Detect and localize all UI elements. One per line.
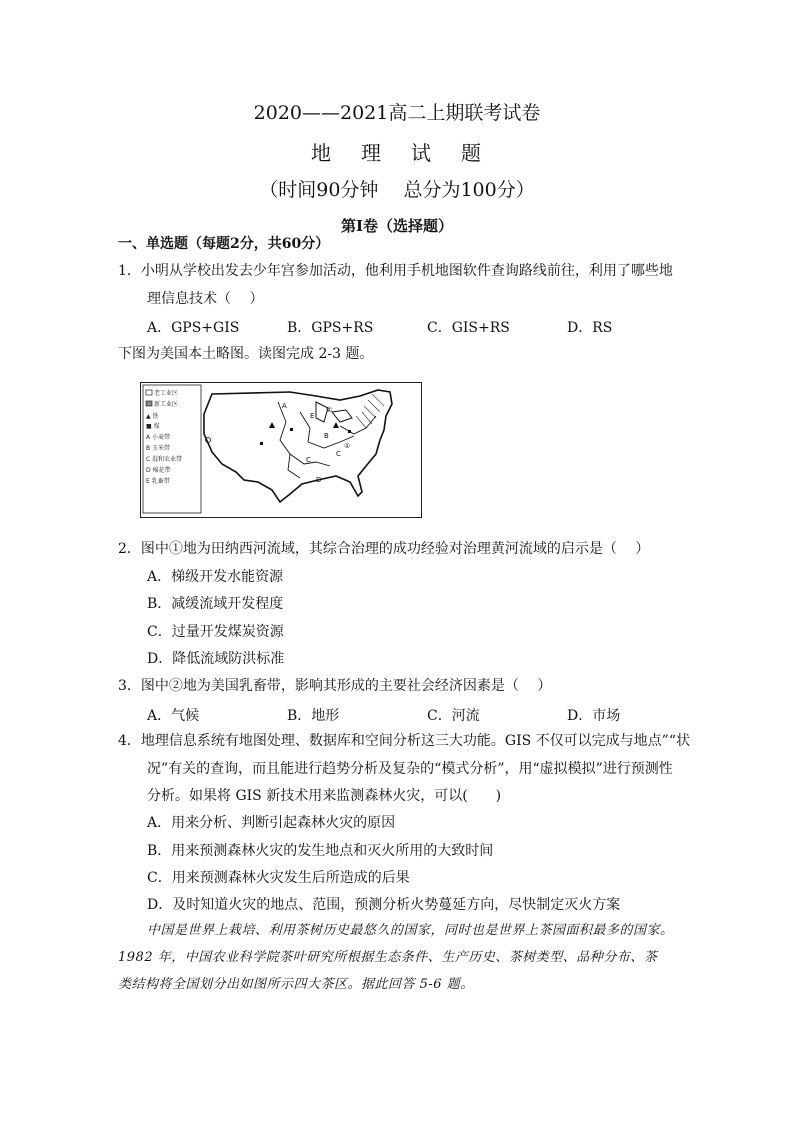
q1-option-b: B．GPS+RS	[287, 320, 374, 336]
legend-cotton: D 棉花带	[146, 467, 171, 474]
usa-map-figure	[140, 382, 422, 518]
q3-option-d: D．市场	[567, 708, 621, 724]
legend-wheat: A 小麦带	[146, 434, 171, 441]
q2-option-d: D．降低流域防洪标准	[147, 651, 285, 667]
part-title: 第Ⅰ卷（选择题）	[340, 217, 454, 235]
q4-option-d: D．及时知道火灾的地点、范围，预测分析火势蔓延方向，尽快制定灭火方案	[147, 897, 621, 913]
marker-2: ②	[326, 406, 333, 414]
region-label-e: E	[310, 412, 315, 420]
question-4-stem-cont1: 况”有关的查询，而且能进行趋势分析及复杂的“模式分析”，用“虚拟模拟”进行预测性	[147, 761, 673, 777]
q3-option-b: B．地形	[287, 708, 340, 724]
q1-option-c: C．GIS+RS	[427, 320, 510, 336]
region-label-c1: C	[306, 456, 311, 464]
region-label-a: A	[282, 402, 287, 410]
q3-option-a: A．气候	[147, 708, 200, 724]
q3-option-c: C．河流	[427, 708, 480, 724]
legend-corn: B 玉米带	[146, 445, 171, 452]
legend-coal: ■ 煤	[146, 423, 160, 430]
question-4-stem: 4．地理信息系统有地图处理、数据库和空间分析这三大功能。GIS 不仅可以完成与地点”“状	[118, 733, 690, 749]
q2-option-c: C．过量开发煤炭资源	[147, 624, 284, 640]
question-1-stem-cont: 理信息技术（ ）	[147, 291, 264, 307]
legend-iron: ▲ 铁	[146, 413, 159, 420]
intro-5-6-line2: 1982 年，中国农业科学院茶叶研究所根据生态条件、生产历史、茶树类型、品种分布、茶	[118, 950, 658, 965]
region-label-d: D	[316, 476, 322, 484]
q4-option-a: A．用来分析、判断引起森林火灾的原因	[147, 815, 396, 831]
legend-new-industry: 新工业区	[154, 401, 179, 408]
intro-5-6-line1: 中国是世界上栽培、利用茶树历史最悠久的国家，同时也是世界上茶园面积最多的国家。	[147, 923, 674, 938]
subject-char: 试	[411, 141, 433, 165]
legend-old-industry: 老工业区	[154, 390, 179, 397]
region-label-b: B	[324, 432, 329, 440]
section-heading: 一、单选题（每题2分，共60分）	[118, 236, 330, 252]
marker-1: ①	[344, 442, 351, 450]
subject-char: 地	[311, 141, 333, 165]
usa-map	[140, 382, 422, 518]
q2-option-b: B．减缓流域开发程度	[147, 596, 284, 612]
intro-2-3: 下图为美国本土略图。读图完成 2-3 题。	[118, 346, 374, 362]
subject-char: 题	[461, 141, 483, 165]
subject-title	[0, 137, 794, 166]
question-3-stem: 3．图中②地为美国乳畜带，影响其形成的主要社会经济因素是（ ）	[118, 678, 552, 694]
region-label-c2: C	[336, 450, 341, 458]
q1-option-a: A．GPS+GIS	[147, 320, 240, 336]
legend-dairy: E 乳畜带	[146, 478, 170, 485]
question-1-stem: 1．小明从学校出发去少年宫参加活动，他利用手机地图软件查询路线前往，利用了哪些地	[118, 263, 673, 279]
legend-mixed: C 混和农业带	[146, 456, 183, 463]
q4-option-b: B．用来预测森林火灾的发生地点和灭火所用的大致时间	[147, 843, 494, 859]
intro-5-6-line3: 类结构将全国划分出如图所示四大茶区。据此回答 5-6 题。	[118, 977, 474, 992]
question-2-stem: 2．图中①地为田纳西河流域，其综合治理的成功经验对治理黄河流域的启示是（ ）	[118, 541, 650, 557]
q4-option-c: C．用来预测森林火灾发生后所造成的后果	[147, 870, 410, 886]
q2-option-a: A．梯级开发水能资源	[147, 569, 284, 585]
exam-title: 2020——2021高二上期联考试卷	[253, 102, 541, 124]
time-info: （时间90分钟 总分为100分）	[259, 179, 535, 201]
question-4-stem-cont2: 分析。如果将 GIS 新技术用来监测森林火灾，可以( )	[147, 788, 502, 804]
q1-option-d: D．RS	[567, 320, 613, 336]
subject-char: 理	[361, 141, 383, 165]
